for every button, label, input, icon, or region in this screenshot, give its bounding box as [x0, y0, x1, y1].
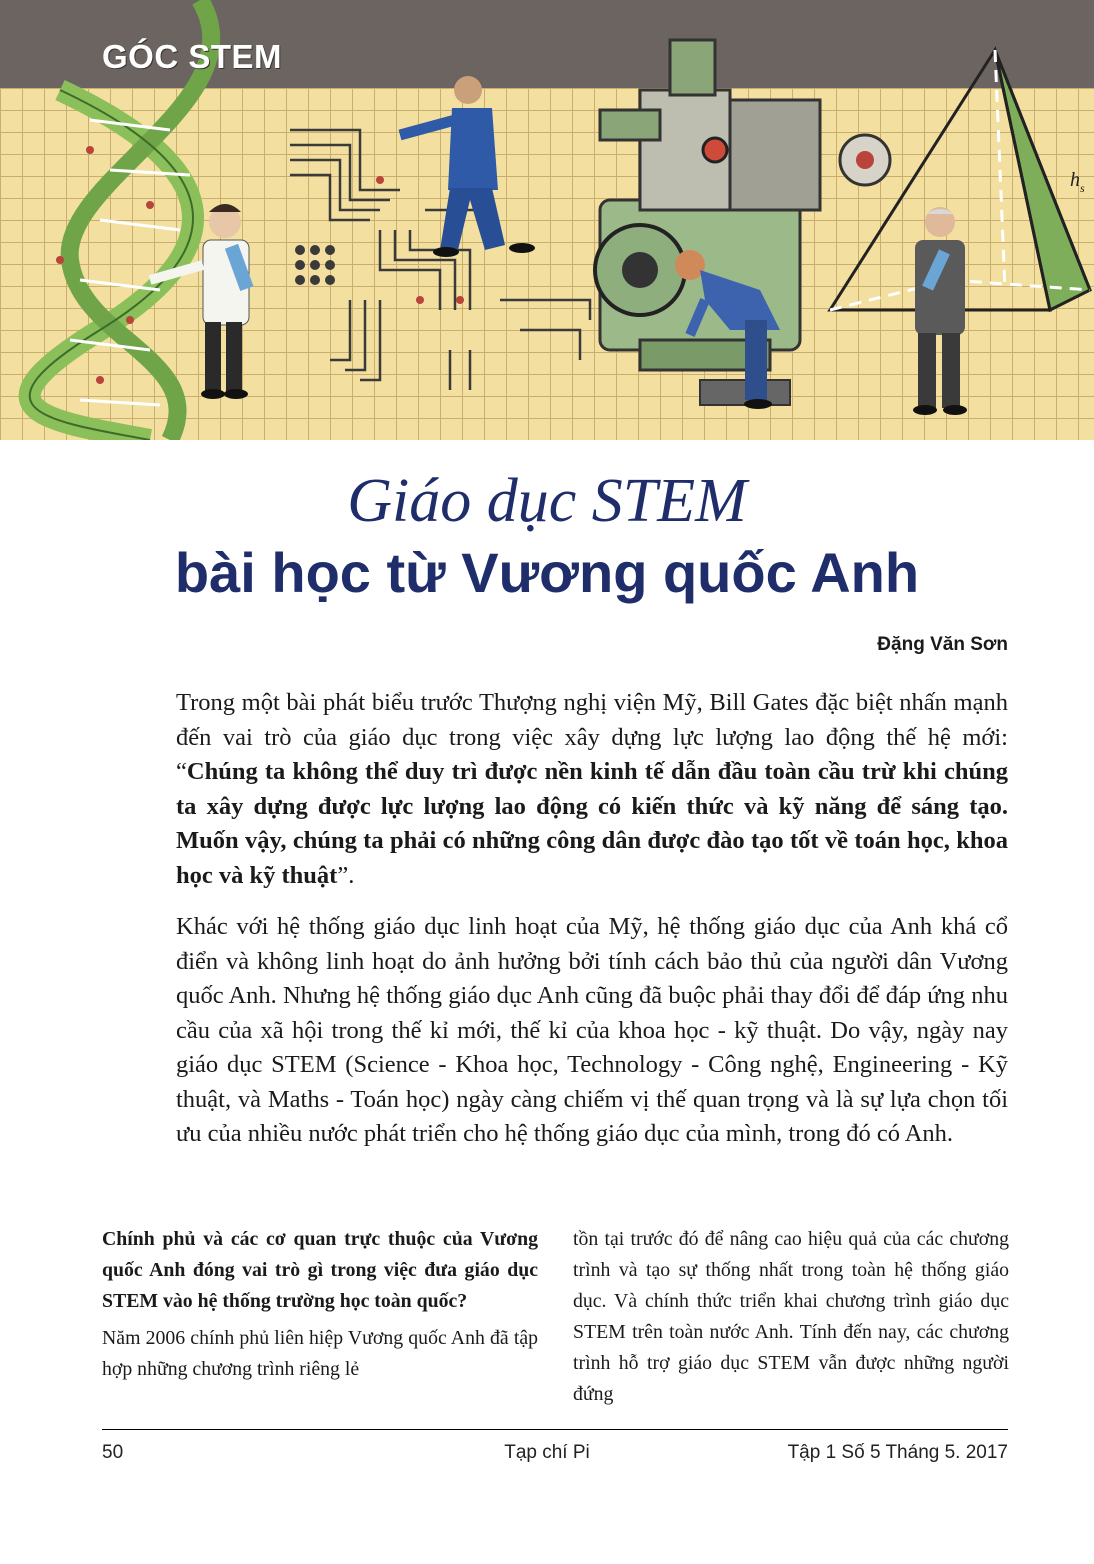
lead-paragraph-2 — [176, 910, 1008, 1152]
article-title-line1: Giáo dục STEM — [347, 467, 747, 535]
lead-1-text: Trong một bài phát biểu trước Thượng nghị viện Mỹ, Bill Gates đặc biệt nhấn mạnh đến vai trò của giáo dục trong việc xây dựng lực lượng lao động thế hệ mới: “ — [176, 689, 1008, 785]
right-column — [573, 1224, 1009, 1410]
bill-gates-quote: Chúng ta không thể duy trì được nền kinh tế dẫn đầu toàn cầu trừ khi chúng ta xây dựng được lực lượng lao động có kiến thức và kỹ năng để sáng tạo. Muốn vậy, chúng ta phải có những công dân được đào tạo tốt về toán học, khoa học và kỹ thuật — [176, 758, 1008, 889]
article-author: Đặng Văn Sơn — [877, 634, 1008, 655]
pyramid-height-label: h — [1070, 169, 1080, 191]
page-number: 50 — [102, 1442, 124, 1463]
engine-machine-illustration — [595, 40, 890, 405]
engineer-figure — [400, 76, 535, 257]
right-column-body: tồn tại trước đó để nâng cao hiệu quả của các chương trình và tạo sự thống nhất trong toàn hệ thống giáo dục. Và chính thức triển khai chương trình giáo dục STEM trên toàn nước Anh. Tính đến nay, các chương trình hỗ trợ giáo dục STEM vẫn được những người đứng — [573, 1228, 1009, 1405]
magazine-name: Tạp chí Pi — [504, 1442, 590, 1463]
section-label: GÓC STEM — [102, 38, 283, 75]
question-heading: Chính phủ và các cơ quan trực thuộc của Vương quốc Anh đóng vai trò gì trong việc đưa giáo dục STEM vào hệ thống trường học toàn quốc? — [102, 1228, 538, 1312]
footer-rule — [102, 1429, 1008, 1430]
left-column — [102, 1224, 538, 1385]
issue-info: Tập 1 Số 5 Tháng 5. 2017 — [787, 1442, 1008, 1463]
left-column-body: Năm 2006 chính phủ liên hiệp Vương quốc Anh đã tập hợp những chương trình riêng lẻ — [102, 1327, 538, 1380]
article-title-line2: bài học từ Vương quốc Anh — [174, 541, 920, 604]
circuit-board-illustration — [290, 130, 590, 390]
pyramid-height-subscript: s — [1080, 181, 1085, 195]
mathematician-figure — [913, 207, 967, 415]
header-banner — [0, 0, 1094, 440]
lead-2-text: Khác với hệ thống giáo dục linh hoạt của Mỹ, hệ thống giáo dục của Anh khá cổ điển và không linh hoạt do ảnh hưởng bởi tính cách bảo thủ của người dân Vương quốc Anh. Nhưng hệ thống giáo dục Anh cũng đã buộc phải thay đổi để đáp ứng nhu cầu của xã hội trong thế kỉ mới, thế kỉ của khoa học - kỹ thuật. Do vậy, ngày nay giáo dục STEM (Science - Khoa học, Technology - Công nghệ, Engineering - Kỹ thuật, và Maths - Toán học) ngày càng chiếm vị thế quan trọng và là sự lựa chọn tối ưu của nhiều nước phát triển cho hệ thống giáo dục của mình, trong đó có Anh. — [176, 913, 1008, 1147]
lead-1-end: ”. — [337, 861, 355, 889]
lead-paragraph-1 — [176, 686, 1008, 893]
